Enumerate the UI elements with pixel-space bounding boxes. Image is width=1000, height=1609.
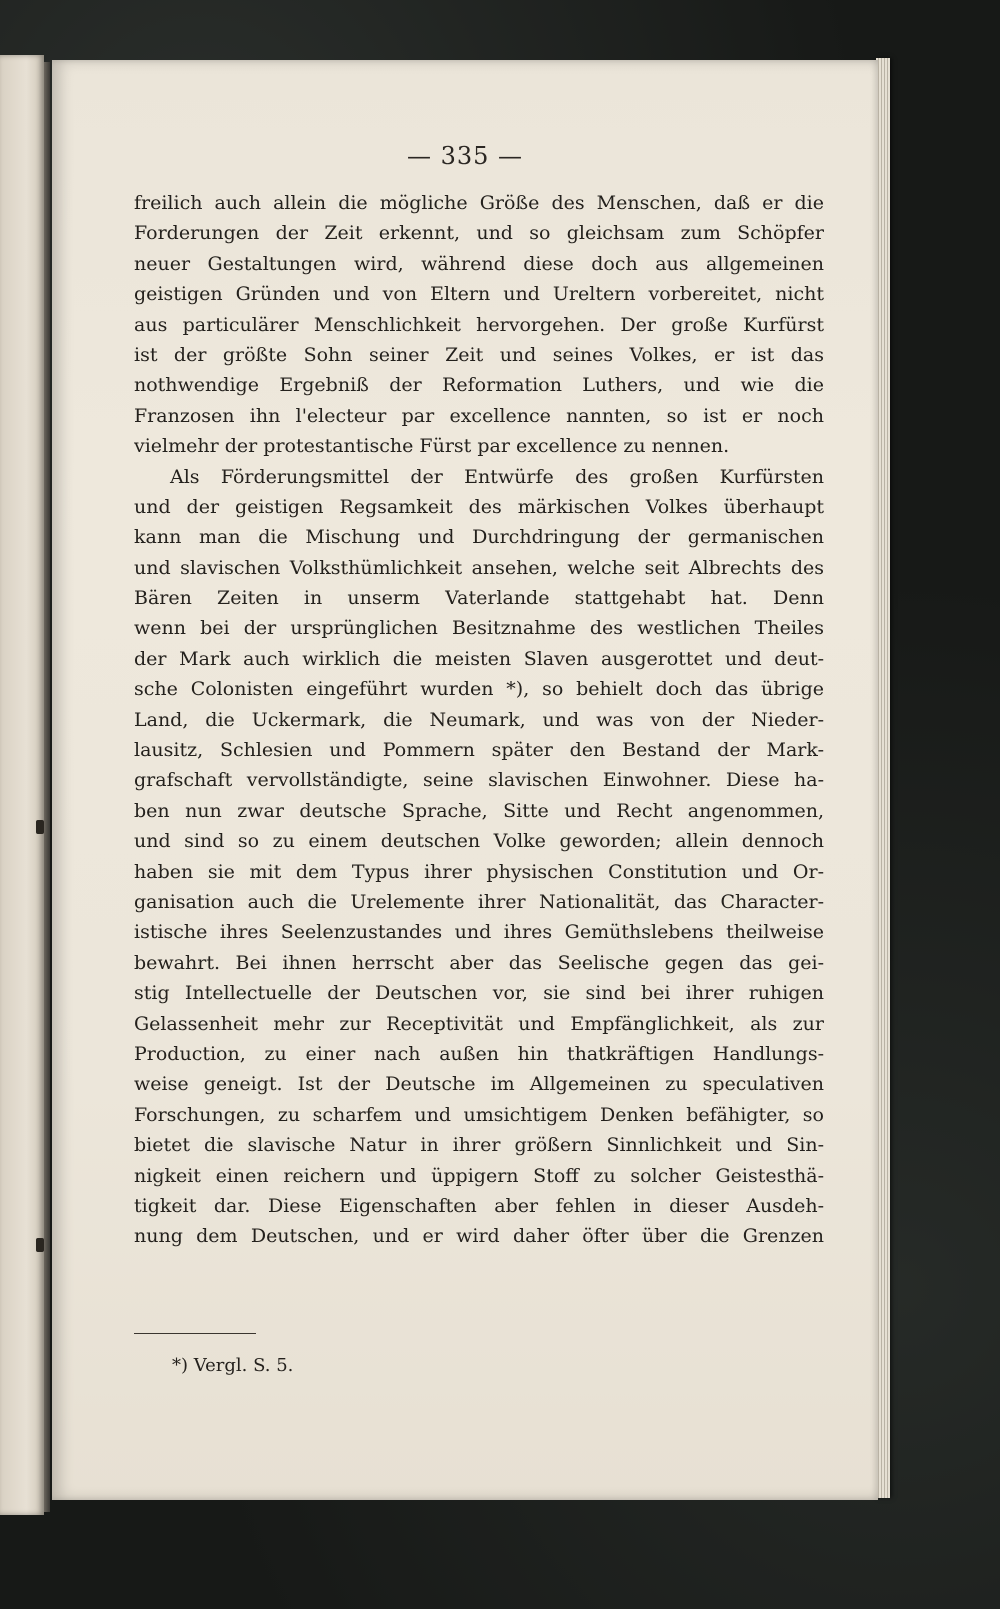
text-line: der Mark auch wirklich die meisten Slaven ausgerottet und deut- bbox=[134, 647, 824, 670]
text-line: Production, zu einer nach außen hin thatkräftigen Handlungs- bbox=[134, 1042, 824, 1065]
text-line: geistigen Gründen und von Eltern und Ureltern vorbereitet, nicht bbox=[134, 283, 824, 306]
text-line: Als Förderungsmittel der Entwürfe des großen Kurfürsten bbox=[170, 465, 824, 488]
previous-page-edge bbox=[0, 55, 44, 1515]
text-line: freilich auch allein die mögliche Größe des Menschen, daß er die bbox=[134, 192, 824, 214]
text-line: aus particulärer Menschlichkeit hervorgehen. Der große Kurfürst bbox=[134, 313, 824, 336]
footnote: *) Vergl. S. 5. bbox=[172, 1355, 294, 1376]
page-stack-edge bbox=[876, 58, 890, 1498]
text-line: Forschungen, zu scharfem und umsichtigem Denken befähigter, so bbox=[134, 1103, 824, 1126]
text-line: und sind so zu einem deutschen Volke geworden; allein dennoch bbox=[134, 830, 824, 853]
text-line: Land, die Uckermark, die Neumark, und was von der Nieder- bbox=[134, 708, 824, 731]
text-line: Bären Zeiten in unserm Vaterlande stattgehabt hat. Denn bbox=[134, 587, 824, 610]
text-line: nigkeit einen reichern und üppigern Stoff zu solcher Geistesthä- bbox=[134, 1164, 824, 1187]
binding-stitch bbox=[36, 1238, 44, 1252]
text-line: stig Intellectuelle der Deutschen vor, sie sind bei ihrer ruhigen bbox=[134, 982, 824, 1005]
text-line: nothwendige Ergebniß der Reformation Luthers, und wie die bbox=[134, 374, 824, 397]
text-line: Franzosen ihn l'electeur par excellence nannten, so ist er noch bbox=[134, 404, 824, 427]
text-line: und slavischen Volksthümlichkeit ansehen, welche seit Albrechts des bbox=[134, 556, 824, 579]
text-line: ben nun zwar deutsche Sprache, Sitte und Recht angenommen, bbox=[134, 799, 824, 822]
text-line: und der geistigen Regsamkeit des märkischen Volkes überhaupt bbox=[134, 495, 824, 518]
text-line: wenn bei der ursprünglichen Besitznahme des westlichen Theiles bbox=[134, 617, 824, 640]
text-line: sche Colonisten eingeführt wurden *), so behielt doch das übrige bbox=[134, 678, 824, 701]
text-line: ganisation auch die Urelemente ihrer Nationalität, das Character- bbox=[134, 890, 824, 913]
text-line: vielmehr der protestantische Fürst par excellence zu nennen. bbox=[134, 435, 730, 458]
footnote-divider bbox=[134, 1333, 256, 1334]
text-line: istische ihres Seelenzustandes und ihres Gemüthslebens theilweise bbox=[134, 921, 824, 944]
text-line: weise geneigt. Ist der Deutsche im Allgemeinen zu speculativen bbox=[134, 1073, 824, 1096]
text-line: nung dem Deutschen, und er wird daher öfter über die Grenzen bbox=[134, 1225, 824, 1248]
text-line: tigkeit dar. Diese Eigenschaften aber fehlen in dieser Ausdeh- bbox=[134, 1194, 824, 1217]
binding-stitch bbox=[36, 820, 44, 834]
book-gutter bbox=[44, 62, 50, 1512]
text-line: grafschaft vervollständigte, seine slavischen Einwohner. Diese ha- bbox=[134, 769, 824, 792]
text-line: Gelassenheit mehr zur Receptivität und Empfänglichkeit, als zur bbox=[134, 1012, 824, 1035]
text-line: bewahrt. Bei ihnen herrscht aber das Seelische gegen das gei- bbox=[134, 951, 824, 974]
text-line: kann man die Mischung und Durchdringung der germanischen bbox=[134, 526, 824, 549]
text-line: bietet die slavische Natur in ihrer größern Sinnlichkeit und Sin- bbox=[134, 1134, 824, 1157]
page-number: — 335 — bbox=[406, 142, 524, 170]
text-line: ist der größte Sohn seiner Zeit und seines Volkes, er ist das bbox=[134, 343, 824, 366]
text-line: Forderungen der Zeit erkennt, und so gleichsam zum Schöpfer bbox=[134, 222, 824, 245]
book-page bbox=[52, 60, 878, 1500]
body-text bbox=[134, 188, 824, 1252]
text-line: haben sie mit dem Typus ihrer physischen Constitution und Or- bbox=[134, 860, 824, 883]
text-line: lausitz, Schlesien und Pommern später den Bestand der Mark- bbox=[134, 739, 824, 762]
text-line: neuer Gestaltungen wird, während diese doch aus allgemeinen bbox=[134, 252, 824, 275]
